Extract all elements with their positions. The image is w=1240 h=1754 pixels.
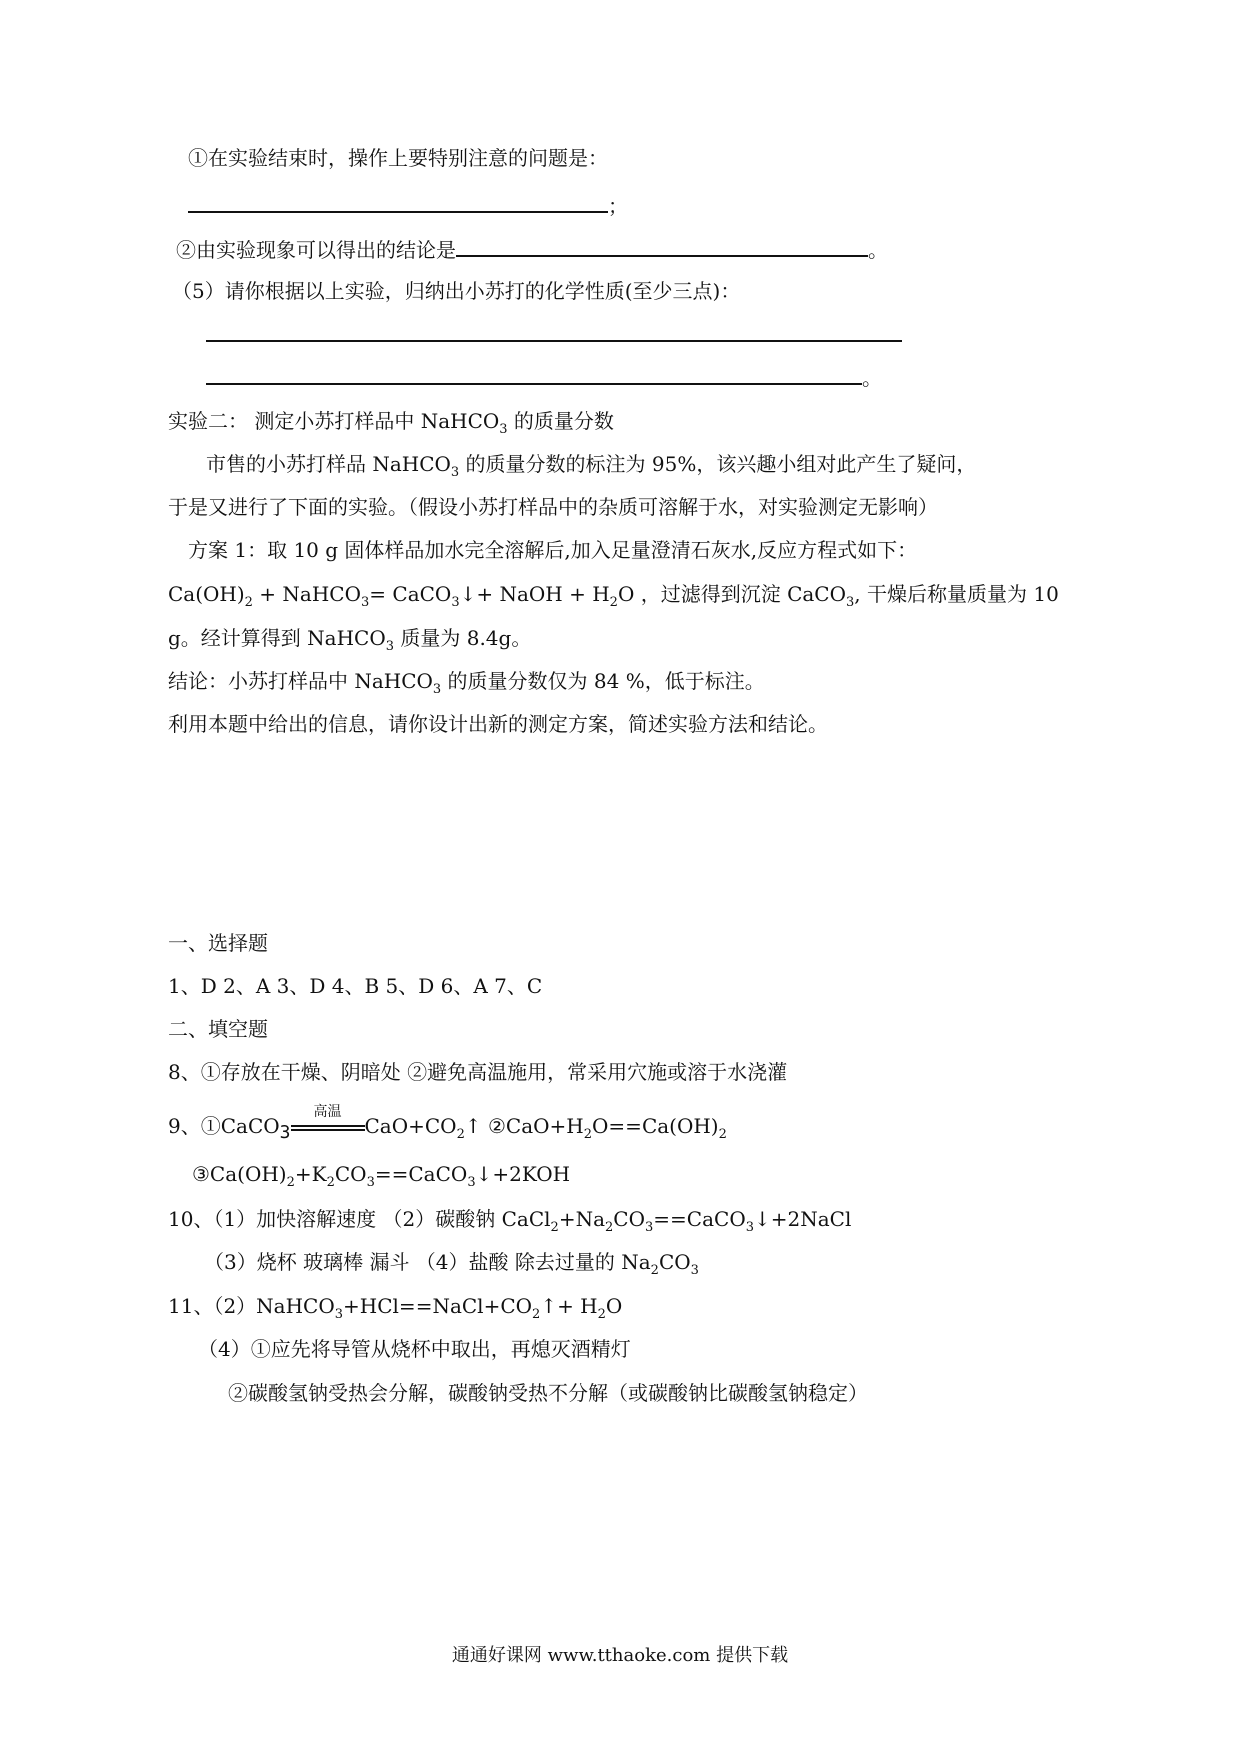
a9b-part: ==CaCO (374, 1162, 468, 1186)
exp2-title-text-end: 的质量分数 (507, 409, 614, 433)
reaction-arrow-high-temp (291, 1104, 365, 1139)
a9b-sub: 2 (326, 1175, 335, 1190)
equals-line-bottom (291, 1129, 365, 1131)
exp2-intro-line-2: 于是又进行了下面的实验。（假设小苏打样品中的杂质可溶解于水，对实验测定无影响） (168, 495, 938, 519)
conclusion-sub: 3 (432, 682, 442, 697)
exp2-intro-text: 市售的小苏打样品 NaHCO (206, 452, 451, 476)
answer-11-line-2: （4）①应先将导管从烧杯中取出，再熄灭酒精灯 (198, 1337, 631, 1361)
exp2-task: 利用本题中给出的信息，请你设计出新的测定方案，简述实验方法和结论。 (168, 712, 828, 736)
a11-part: ↑+ H (540, 1294, 598, 1318)
exp2-intro-line-1 (206, 451, 977, 480)
eq-part: + NaHCO (252, 582, 361, 606)
eq-part: ↓+ NaOH + H (459, 582, 610, 606)
a9-sub: 2 (718, 1127, 727, 1142)
q4-item2-row (176, 235, 888, 263)
exp2-equation (168, 581, 1059, 610)
a10b-sub: 2 (650, 1263, 659, 1278)
a9-sub: 2 (456, 1127, 465, 1142)
a10b-part: （3）烧杯 玻璃棒 漏斗 （4）盐酸 除去过量的 Na (204, 1250, 651, 1274)
a9-part: CaO+CO (364, 1114, 457, 1138)
a10-part: ↓+2NaCl (754, 1207, 852, 1231)
a9b-part: ③Ca(OH) (192, 1162, 287, 1186)
answer-10-line-2 (204, 1249, 699, 1278)
q5-prompt: （5）请你根据以上实验，归纳出小苏打的化学性质(至少三点)： (172, 279, 741, 303)
a10-part: +Na (558, 1207, 606, 1231)
q4-item1-answer-row (188, 191, 628, 219)
q5-blank-row-2 (206, 363, 882, 391)
a9b-part: ↓+2KOH (475, 1162, 571, 1186)
exp2-title (168, 408, 614, 437)
q4-item2-end: 。 (868, 238, 888, 262)
answer-8: 8、①存放在干燥、阴暗处 ②避免高温施用，常采用穴施或溶于水浇灌 (168, 1060, 788, 1084)
exp2-title-sub: 3 (499, 422, 508, 437)
a9-sub: 3 (279, 1122, 291, 1143)
a10b-sub: 3 (690, 1263, 699, 1278)
a9-part: O==Ca(OH) (592, 1114, 719, 1138)
q5-blank-2[interactable] (206, 363, 862, 385)
exp2-intro-sub: 3 (450, 465, 460, 480)
q5-blank-1[interactable] (206, 320, 902, 342)
eq-sub: 3 (451, 595, 460, 610)
a10-part: CO (613, 1207, 645, 1231)
calc-part: 质量为 8.4g。 (394, 626, 532, 650)
calc-part: g。经计算得到 NaHCO (168, 626, 386, 650)
eq-sub: 2 (244, 595, 253, 610)
a11-part: O (605, 1294, 623, 1318)
a9b-sub: 2 (286, 1175, 295, 1190)
eq-part: = CaCO (369, 582, 452, 606)
eq-sub: 2 (609, 595, 618, 610)
a10-sub: 2 (605, 1220, 614, 1235)
reaction-condition-label: 高温 (313, 1104, 342, 1120)
q4-item1-prompt: ①在实验结束时，操作上要特别注意的问题是： (188, 146, 608, 170)
eq-part: , 干燥后称量质量为 10 (854, 582, 1059, 606)
a11-sub: 2 (597, 1307, 606, 1322)
answer-9-line-2 (192, 1161, 571, 1190)
a9-part: 9、①CaCO (168, 1114, 280, 1138)
a11-part: 11、（2）NaHCO (168, 1294, 335, 1318)
q4-item2-blank[interactable] (456, 235, 868, 257)
a10-sub: 3 (745, 1220, 755, 1235)
q4-item2-prompt: ②由实验现象可以得出的结论是 (176, 238, 456, 262)
answer-9-line-1 (168, 1104, 727, 1143)
answer-11-line-1 (168, 1293, 623, 1322)
a9-part: ↑ ②CaO+H (464, 1114, 584, 1138)
a10b-part: CO (658, 1250, 691, 1274)
exp2-plan1: 方案 1：取 10 g 固体样品加水完全溶解后,加入足量澄清石灰水,反应方程式如下： (188, 538, 918, 562)
a9b-part: +K (294, 1162, 327, 1186)
answer-10-line-1 (168, 1206, 852, 1235)
exp2-intro-text-end: 的质量分数的标注为 95%，该兴趣小组对此产生了疑问， (459, 452, 977, 476)
a10-sub: 2 (550, 1220, 559, 1235)
a9b-sub: 3 (366, 1175, 375, 1190)
exp2-conclusion (168, 668, 765, 697)
a10-sub: 3 (645, 1220, 654, 1235)
a11-sub: 3 (334, 1307, 344, 1322)
a10-part: ==CaCO (653, 1207, 746, 1231)
answers-section-2: 二、填空题 (168, 1017, 268, 1041)
exp2-calc (168, 625, 532, 654)
exp2-title-text: 实验二： 测定小苏打样品中 NaHCO (168, 409, 500, 433)
a9b-part: CO (334, 1162, 367, 1186)
eq-part: O ，过滤得到沉淀 CaCO (617, 582, 846, 606)
a9b-sub: 3 (467, 1175, 476, 1190)
a11-part: +HCl==NaCl+CO (343, 1294, 533, 1318)
page-footer: 通通好课网 www.tthaoke.com 提供下载 (451, 1645, 789, 1666)
eq-sub: 3 (846, 595, 855, 610)
equals-line-top (291, 1125, 365, 1127)
answers-section-1: 一、选择题 (168, 931, 268, 955)
calc-sub: 3 (385, 639, 395, 654)
a9-sub: 2 (583, 1127, 593, 1142)
conclusion-part: 的质量分数仅为 84 %，低于标注。 (441, 669, 765, 693)
q5-blank-row-1 (206, 320, 902, 348)
a10-part: 10、（1）加快溶解速度 （2）碳酸钠 CaCl (168, 1207, 551, 1231)
eq-sub: 3 (361, 595, 370, 610)
q4-item1-blank[interactable] (188, 191, 608, 213)
a11-sub: 2 (532, 1307, 541, 1322)
q5-end: 。 (862, 366, 882, 390)
eq-part: Ca(OH) (168, 582, 245, 606)
answer-11-line-3: ②碳酸氢钠受热会分解，碳酸钠受热不分解（或碳酸钠比碳酸氢钠稳定） (228, 1381, 868, 1405)
answers-choices: 1、D 2、A 3、D 4、B 5、D 6、A 7、C (168, 974, 543, 998)
conclusion-part: 结论：小苏打样品中 NaHCO (168, 669, 433, 693)
q4-item1-end: ； (608, 194, 628, 218)
